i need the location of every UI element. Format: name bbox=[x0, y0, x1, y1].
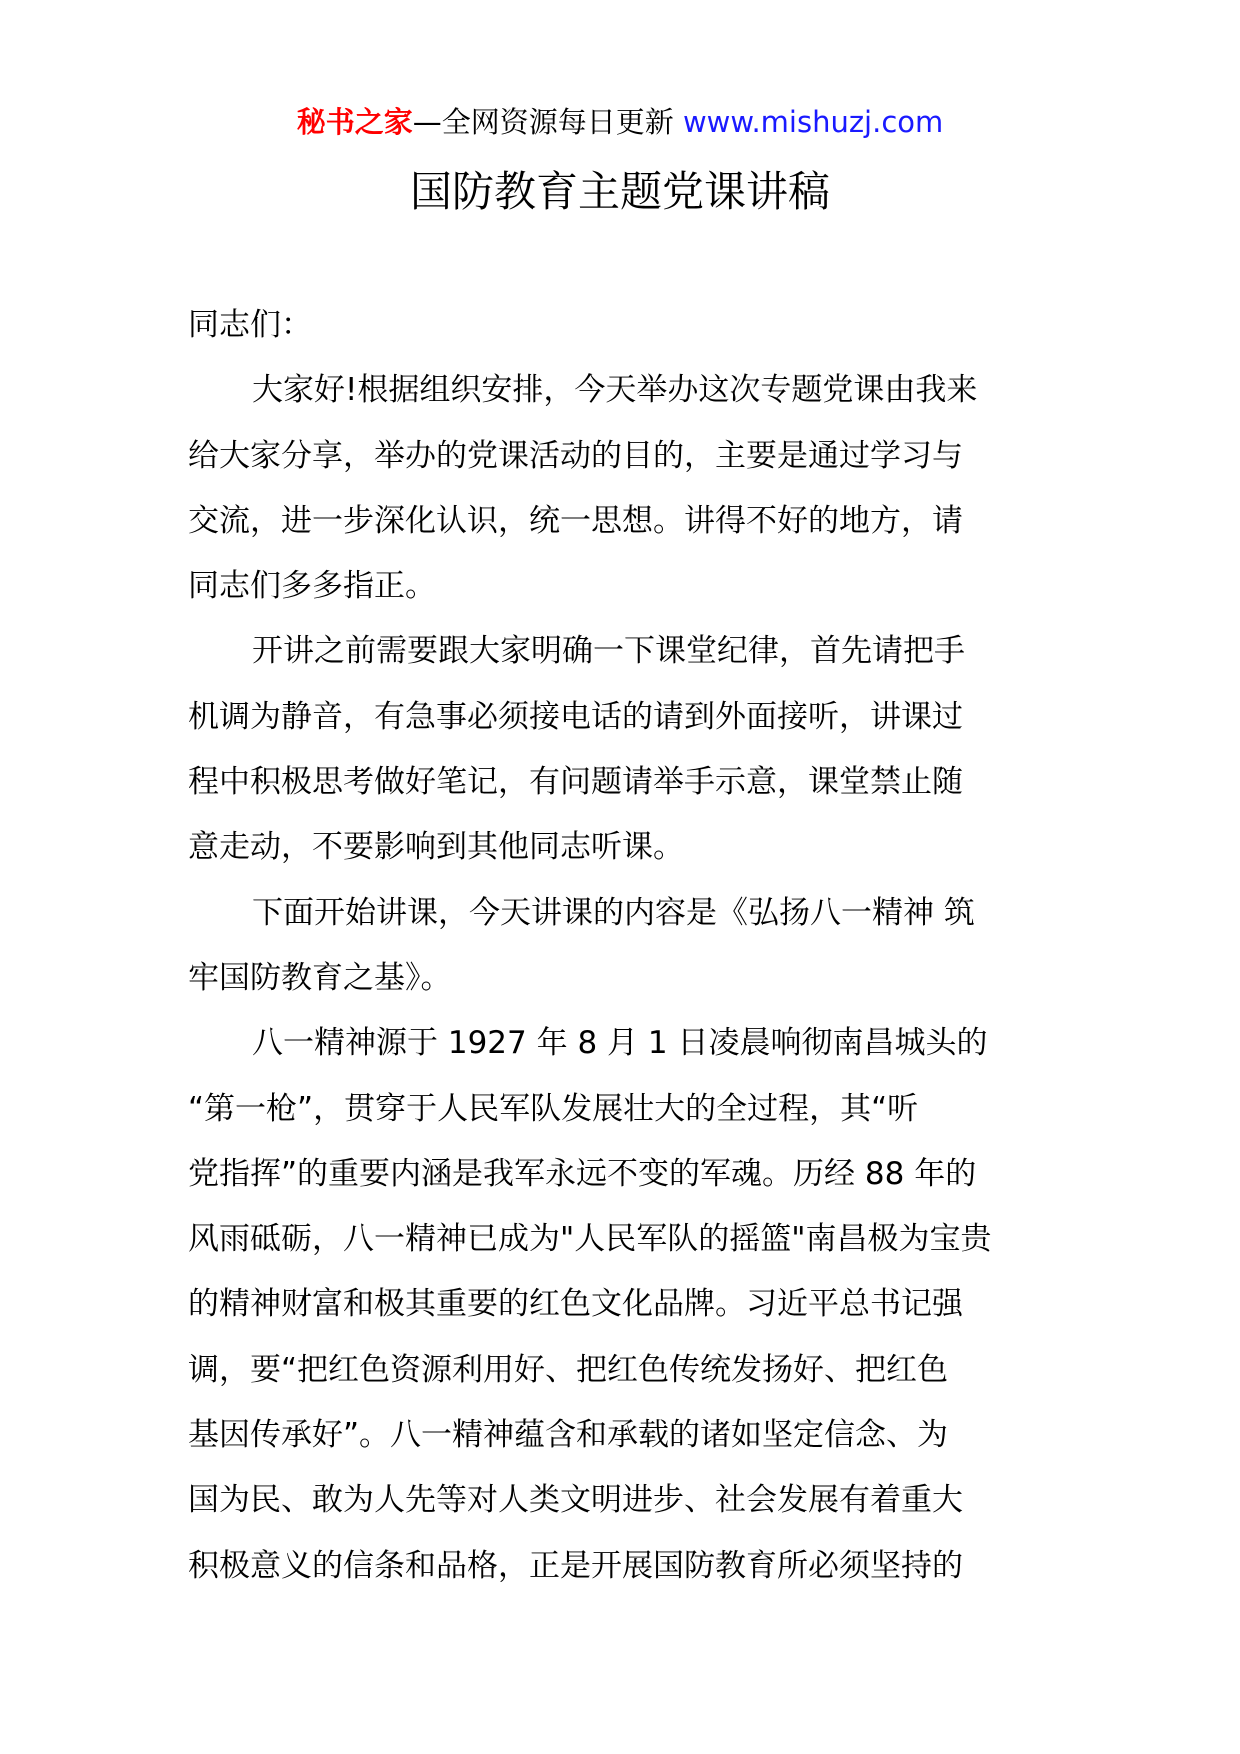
body-line: 下面开始讲课，今天讲课的内容是《弘扬八一精神 筑 bbox=[252, 894, 975, 931]
body-line: 给大家分享，举办的党课活动的目的，主要是通过学习与 bbox=[188, 437, 963, 474]
body-line: 牢国防教育之基》。 bbox=[188, 959, 452, 996]
brand-name: 秘书之家 bbox=[296, 105, 413, 139]
site-tagline: —全网资源每日更新 bbox=[412, 105, 683, 139]
body-line: 大家好!根据组织安排，今天举办这次专题党课由我来 bbox=[252, 372, 978, 409]
body-line: 意走动，不要影响到其他同志听课。 bbox=[188, 829, 684, 866]
body-line: 八一精神源于 1927 年 8 月 1 日凌晨响彻南昌城头的 bbox=[252, 1025, 988, 1062]
body-line: 基因传承好”。八一精神蕴含和承载的诸如坚定信念、为 bbox=[188, 1417, 949, 1454]
body-line: 同志们多多指正。 bbox=[188, 568, 436, 605]
body-line: “第一枪”，贯穿于人民军队发展壮大的全过程，其“听 bbox=[188, 1090, 919, 1127]
body-line: 开讲之前需要跟大家明确一下课堂纪律，首先请把手 bbox=[252, 633, 965, 670]
document-title: 国防教育主题党课讲稿 bbox=[409, 167, 830, 216]
body-line: 国为民、敢为人先等对人类文明进步、社会发展有着重大 bbox=[188, 1482, 963, 1519]
body-line: 调，要“把红色资源利用好、把红色传统发扬好、把红色 bbox=[188, 1351, 949, 1388]
body-line: 程中积极思考做好笔记，有问题请举手示意，课堂禁止随 bbox=[188, 764, 963, 801]
body-line: 的精神财富和极其重要的红色文化品牌。习近平总书记强 bbox=[188, 1286, 963, 1323]
body-line: 交流，进一步深化认识，统一思想。讲得不好的地方，请 bbox=[188, 502, 963, 539]
body-line: 积极意义的信条和品格，正是开展国防教育所必须坚持的 bbox=[188, 1547, 963, 1584]
body-line: 风雨砥砺，八一精神已成为"人民军队的摇篮"南昌极为宝贵 bbox=[188, 1221, 992, 1258]
body-line: 党指挥”的重要内涵是我军永远不变的军魂。历经 88 年的 bbox=[188, 1155, 977, 1192]
document-body bbox=[188, 293, 1068, 1599]
body-line: 机调为静音，有急事必须接电话的请到外面接听，讲课过 bbox=[188, 698, 963, 735]
site-url-link[interactable]: www.mishuzj.com bbox=[682, 105, 944, 139]
body-line: 同志们： bbox=[188, 307, 312, 343]
site-header bbox=[0, 100, 1240, 144]
